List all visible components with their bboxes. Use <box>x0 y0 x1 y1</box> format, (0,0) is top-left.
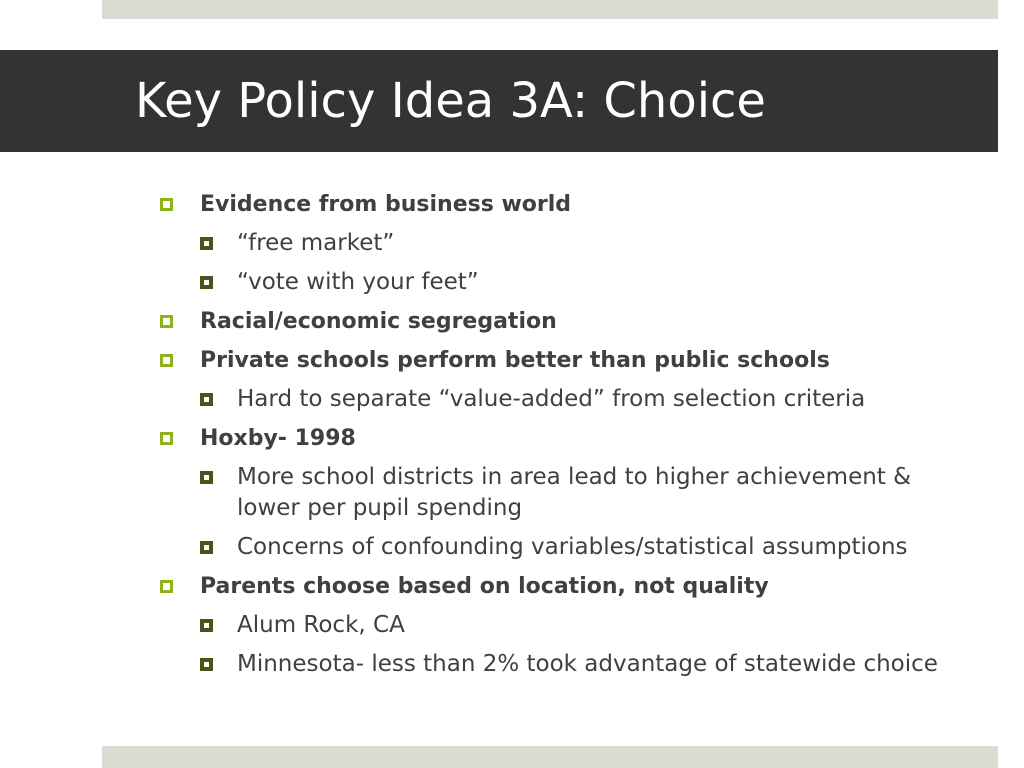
bullet-item <box>160 189 980 220</box>
sub-bullet-text: Minnesota- less than 2% took advantage of statewide choice <box>237 651 938 677</box>
bottom-decorative-band <box>102 746 998 768</box>
bullet-text: Parents choose based on location, not quality <box>200 574 769 599</box>
bullet-text: Racial/economic segregation <box>200 309 557 334</box>
sub-bullet-text: More school districts in area lead to higher achievement & lower per pupil spending <box>237 464 912 521</box>
sub-bullet-item <box>200 267 980 298</box>
square-bullet-icon <box>160 354 173 367</box>
sub-bullet-text: “vote with your feet” <box>237 269 479 295</box>
sub-bullet-text: Concerns of confounding variables/statistical assumptions <box>237 534 908 560</box>
square-sub-bullet-icon <box>200 276 213 289</box>
square-sub-bullet-icon <box>200 237 213 250</box>
bullet-text: Private schools perform better than public schools <box>200 348 830 373</box>
square-sub-bullet-icon <box>200 658 213 671</box>
square-bullet-icon <box>160 198 173 211</box>
bullet-text: Evidence from business world <box>200 192 572 217</box>
sub-bullet-item <box>200 462 980 524</box>
sub-bullet-item <box>200 384 980 415</box>
title-bar <box>0 50 998 152</box>
bullet-item <box>160 571 980 602</box>
top-decorative-band <box>102 0 998 19</box>
sub-bullet-text: Hard to separate “value-added” from selection criteria <box>237 386 866 412</box>
square-sub-bullet-icon <box>200 393 213 406</box>
square-bullet-icon <box>160 315 173 328</box>
square-sub-bullet-icon <box>200 619 213 632</box>
sub-bullet-text: Alum Rock, CA <box>237 612 405 638</box>
sub-bullet-item <box>200 532 980 563</box>
square-bullet-icon <box>160 432 173 445</box>
bullet-item <box>160 345 980 376</box>
sub-bullet-item <box>200 228 980 259</box>
bullet-text: Hoxby- 1998 <box>200 426 356 451</box>
bullet-list <box>160 189 980 680</box>
bullet-item <box>160 423 980 454</box>
square-sub-bullet-icon <box>200 541 213 554</box>
sub-bullet-item <box>200 649 980 680</box>
square-bullet-icon <box>160 580 173 593</box>
sub-bullet-item <box>200 610 980 641</box>
sub-bullet-text: “free market” <box>237 230 395 256</box>
square-sub-bullet-icon <box>200 471 213 484</box>
bullet-item <box>160 306 980 337</box>
slide-title: Key Policy Idea 3A: Choice <box>135 73 766 129</box>
